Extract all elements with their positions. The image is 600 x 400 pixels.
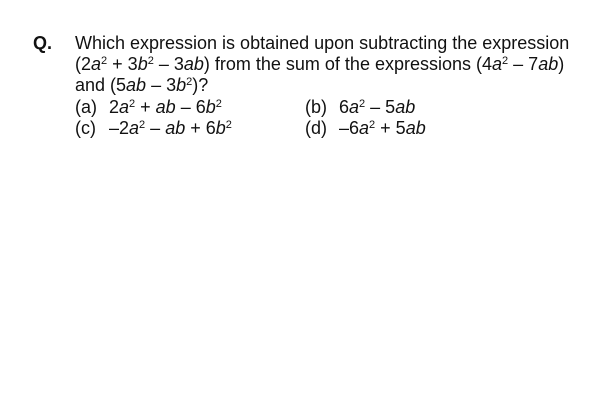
option-a[interactable] [75, 97, 305, 118]
variable: a [129, 118, 140, 138]
variable: b [205, 97, 216, 117]
text-segment: – 7 [508, 54, 539, 74]
answer-options [75, 97, 595, 139]
variable: a [119, 97, 130, 117]
options-row [75, 118, 595, 139]
question-line [75, 33, 595, 54]
exponent: 2 [129, 98, 136, 110]
variable: b [176, 75, 187, 95]
text-segment: + 5 [375, 118, 406, 138]
text-segment: – 5 [365, 97, 396, 117]
exponent: 2 [147, 55, 154, 67]
option-b-expression [339, 97, 415, 118]
exponent: 2 [186, 76, 193, 88]
text-segment: –2 [109, 118, 130, 138]
option-b-label: (b) [305, 97, 327, 117]
variable: a [492, 54, 503, 74]
text-segment: – 6 [175, 97, 206, 117]
exponent: 2 [502, 55, 509, 67]
option-a-expression [109, 97, 222, 118]
variable: a [91, 54, 102, 74]
option-d[interactable] [305, 118, 426, 139]
option-a-label: (a) [75, 97, 97, 117]
exponent: 2 [225, 119, 232, 131]
text-segment: 2 [109, 97, 120, 117]
text-segment: and (5 [75, 75, 127, 95]
text-segment: – 3 [146, 75, 177, 95]
question-text [75, 33, 595, 96]
question-label: Q. [33, 33, 53, 53]
text-segment: – 3 [153, 54, 184, 74]
text-segment: Which expression is obtained upon subtracting the expression [75, 33, 570, 53]
option-c-label: (c) [75, 118, 96, 138]
option-d-label: (d) [305, 118, 327, 138]
text-segment: ) from the sum of the expressions (4 [203, 54, 493, 74]
question-line [75, 54, 595, 75]
variable: ab [395, 97, 416, 117]
text-segment: + 3 [107, 54, 138, 74]
option-c[interactable] [75, 118, 305, 139]
variable: a [349, 97, 360, 117]
variable: b [137, 54, 148, 74]
option-b[interactable] [305, 97, 415, 118]
variable: ab [126, 75, 147, 95]
option-d-expression [339, 118, 426, 139]
text-segment: (2 [75, 54, 92, 74]
options-row [75, 97, 595, 118]
text-segment: ) [558, 54, 565, 74]
variable: ab [405, 118, 426, 138]
variable: ab [165, 118, 186, 138]
question-line [75, 75, 595, 96]
exponent: 2 [369, 119, 376, 131]
text-segment: )? [192, 75, 209, 95]
variable: a [359, 118, 370, 138]
variable: ab [538, 54, 559, 74]
exponent: 2 [139, 119, 146, 131]
text-segment: + [135, 97, 156, 117]
text-segment: 6 [339, 97, 350, 117]
text-segment: – [145, 118, 166, 138]
exponent: 2 [215, 98, 222, 110]
variable: ab [183, 54, 204, 74]
exponent: 2 [359, 98, 366, 110]
option-c-expression [109, 118, 232, 139]
text-segment: –6 [339, 118, 360, 138]
text-segment: + 6 [185, 118, 216, 138]
variable: ab [155, 97, 176, 117]
exponent: 2 [101, 55, 108, 67]
variable: b [215, 118, 226, 138]
